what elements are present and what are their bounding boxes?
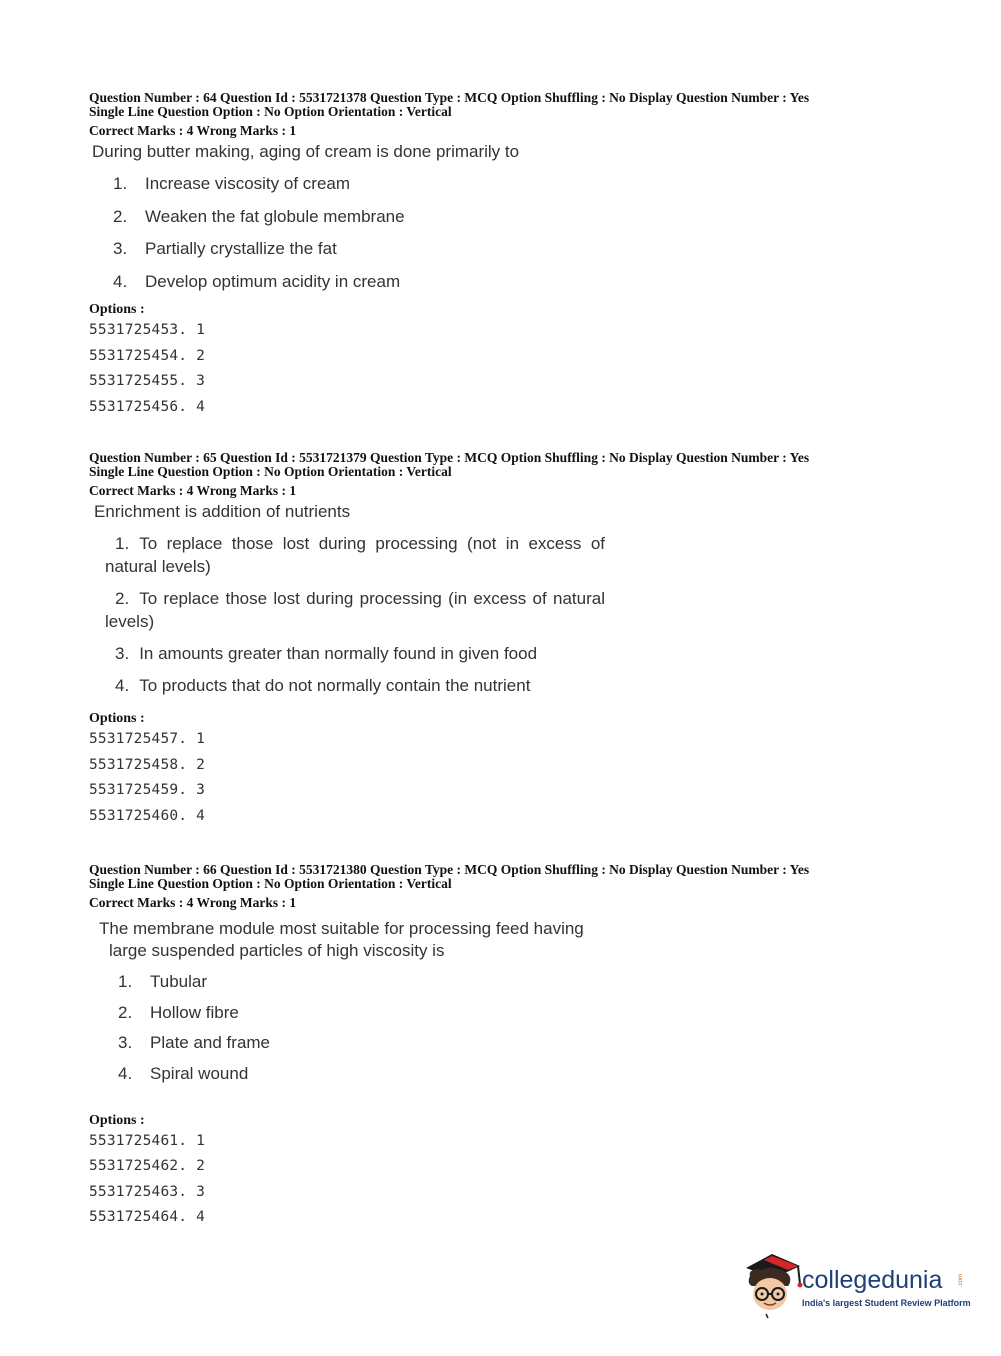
option-id-row: 5531725453. 1 [89,322,206,338]
question-66 [89,863,909,1231]
choice-text: Spiral wound [150,1063,249,1083]
choice-number: 1. [118,972,133,991]
question-meta-line: Question Number : 66 Question Id : 5531721380 Question Type : MCQ Option Shuffling : No Display Question Number : Yes [89,862,810,877]
option-id-row: 5531725457. 1 [89,731,206,747]
option-id-row: 5531725464. 4 [89,1209,206,1225]
choice-number: 1. [113,174,128,193]
answer-choices [113,172,909,293]
question-stem: During butter making, aging of cream is done primarily to [92,142,520,161]
question-meta-line: Single Line Question Option : No Option Orientation : Vertical [89,876,452,891]
answer-choice [105,587,605,633]
choice-text: To replace those lost during processing (in excess of natural levels) [105,589,605,631]
option-id-row: 5531725456. 4 [89,398,206,415]
option-id-row: 5531725455. 3 [89,373,206,389]
choice-number: 2. [115,589,130,608]
choice-text: Weaken the fat globule membrane [145,206,405,226]
answer-choices [118,970,909,1085]
choice-number: 4. [118,1063,133,1083]
choice-text: Increase viscosity of cream [145,174,351,193]
answer-choice [113,172,909,195]
question-stem-line: large suspended particles of high viscosity is [109,941,445,960]
answer-choice [105,642,605,665]
mascot-graduate-icon [742,1250,804,1320]
options-label: Options : [89,1112,145,1128]
logo-tagline: India's largest Student Review Platform [802,1298,971,1308]
question-marks: Correct Marks : 4 Wrong Marks : 1 [89,895,297,910]
option-id-row: 5531725462. 2 [89,1158,206,1174]
question-marks: Correct Marks : 4 Wrong Marks : 1 [89,483,297,498]
answer-choice [105,674,605,697]
choice-text: To replace those lost during processing (not in excess of natural levels) [105,534,605,576]
answer-choice [118,970,909,993]
answer-choice [105,532,605,578]
answer-choice [118,1031,909,1054]
logo-wordmark: collegedunia [802,1266,943,1294]
question-stem-line: The membrane module most suitable for processing feed having [99,919,584,938]
choice-text: In amounts greater than normally found in given food [139,644,538,663]
question-meta-line: Question Number : 64 Question Id : 5531721378 Question Type : MCQ Option Shuffling : No Display Question Number : Yes [89,90,810,105]
choice-text: Tubular [150,972,208,991]
choice-number: 3. [113,239,128,258]
question-stem: Enrichment is addition of nutrients [94,502,351,521]
question-meta-line: Single Line Question Option : No Option Orientation : Vertical [89,464,452,479]
choice-text: Hollow fibre [150,1002,239,1022]
choice-text: Plate and frame [150,1033,271,1052]
choice-text: Develop optimum acidity in cream [145,271,401,291]
choice-number: 2. [118,1002,133,1022]
answer-choice [113,237,909,260]
options-label: Options : [89,302,145,317]
choice-number: 3. [115,644,130,663]
option-id-row: 5531725463. 3 [89,1183,206,1200]
answer-choice [118,1001,909,1024]
option-id-row: 5531725454. 2 [89,347,206,364]
choice-number: 2. [113,206,128,226]
question-meta-line: Single Line Question Option : No Option Orientation : Vertical [89,104,452,119]
logo-domain-suffix: .com [958,1274,964,1288]
options-label: Options : [89,711,145,726]
answer-choices [105,532,605,697]
choice-number: 1. [115,534,130,553]
option-id-row: 5531725460. 4 [89,807,206,824]
question-marks: Correct Marks : 4 Wrong Marks : 1 [89,123,297,138]
question-65 [89,451,909,829]
answer-choice [113,270,909,293]
choice-number: 4. [113,271,128,291]
collegedunia-logo [742,1250,972,1320]
option-id-row: 5531725459. 3 [89,782,206,798]
question-stem [99,918,909,962]
option-id-row: 5531725458. 2 [89,756,206,773]
option-id-row: 5531725461. 1 [89,1132,206,1149]
answer-choice [113,205,909,228]
choice-text: Partially crystallize the fat [145,239,337,258]
answer-choice [118,1062,909,1085]
choice-number: 3. [118,1033,133,1052]
choice-text: To products that do not normally contain the nutrient [139,676,531,695]
choice-number: 4. [115,676,130,695]
question-meta-line: Question Number : 65 Question Id : 5531721379 Question Type : MCQ Option Shuffling : No Display Question Number : Yes [89,450,810,465]
question-64 [89,91,909,420]
